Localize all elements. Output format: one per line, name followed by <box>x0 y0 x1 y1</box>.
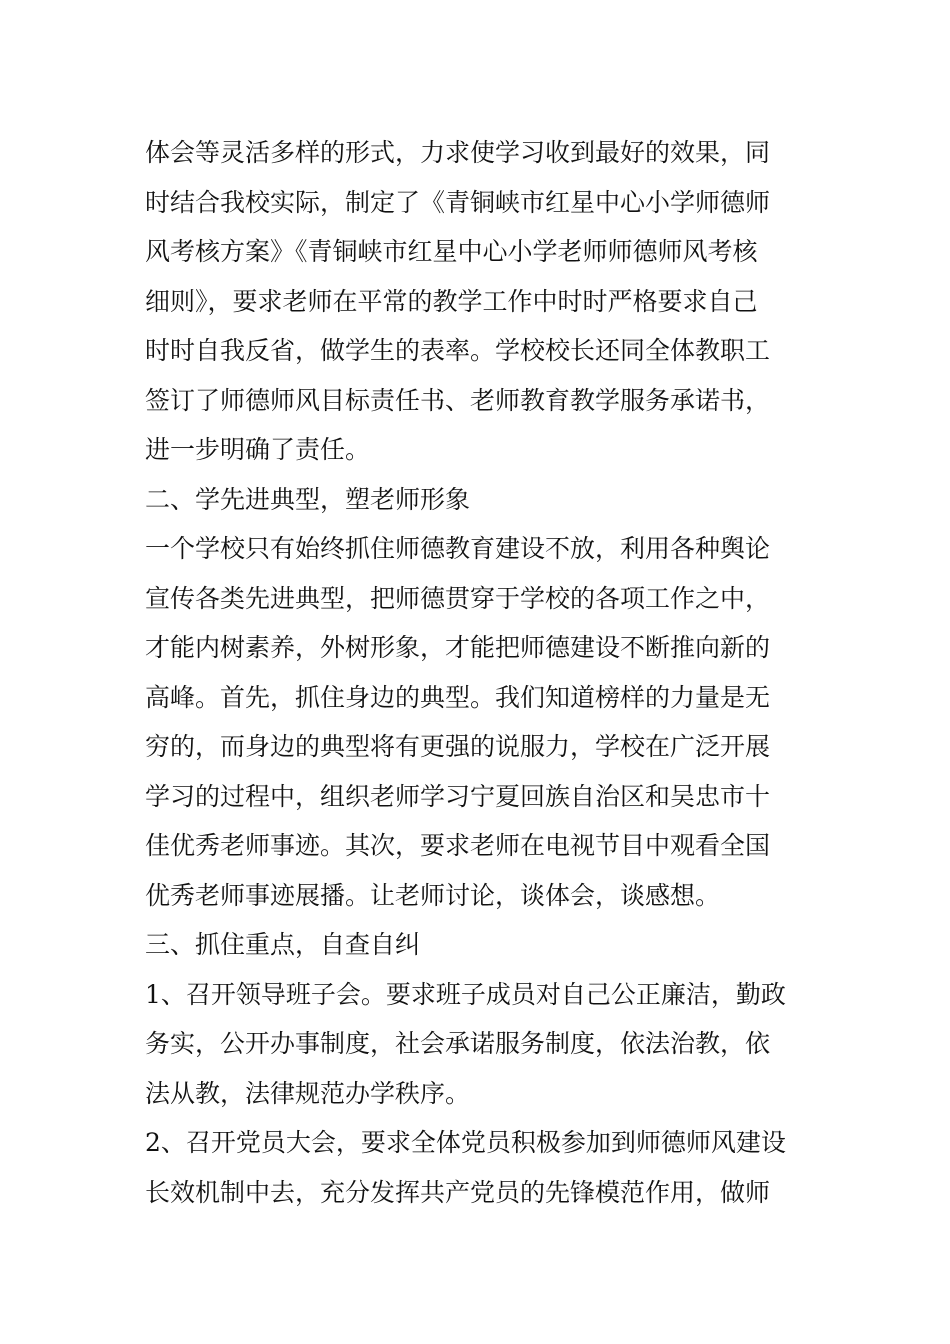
text-line: 风考核方案》《青铜峡市红星中心小学老师师德师风考核 <box>145 237 758 266</box>
text-line: 长效机制中去，充分发挥共产党员的先锋模范作用，做师 <box>145 1177 771 1207</box>
text-line: 穷的，而身边的典型将有更强的说服力，学校在广泛开展 <box>145 732 771 761</box>
text-line: 宣传各类先进典型，把师德贯穿于学校的各项工作之中， <box>145 583 771 613</box>
text-line: 时时自我反省，做学生的表率。学校校长还同全体教职工 <box>145 336 771 365</box>
text-line: 一个学校只有始终抓住师德教育建设不放，利用各种舆论 <box>145 534 771 563</box>
document-body <box>145 128 815 1217</box>
text-line: 进一步明确了责任。 <box>145 435 371 464</box>
text-line: 时结合我校实际，制定了《青铜峡市红星中心小学师德师 <box>145 187 771 217</box>
text-line: 才能内树素养，外树形象，才能把师德建设不断推向新的 <box>145 633 771 662</box>
text-line: 高峰。首先，抓住身边的典型。我们知道榜样的力量是无 <box>145 682 771 712</box>
text-line: 2、召开党员大会，要求全体党员积极参加到师德师风建设 <box>145 1128 786 1157</box>
text-line: 优秀老师事迹展播。让老师讨论，谈体会，谈感想。 <box>145 880 721 910</box>
section-heading: 二、学先进典型，塑老师形象 <box>145 484 471 514</box>
text-line: 1、召开领导班子会。要求班子成员对自己公正廉洁，勤政 <box>145 979 786 1009</box>
text-line: 签订了师德师风目标责任书、老师教育教学服务承诺书， <box>145 385 771 415</box>
text-line: 细则》，要求老师在平常的教学工作中时时严格要求自己 <box>145 286 758 316</box>
text-line: 学习的过程中，组织老师学习宁夏回族自治区和吴忠市十 <box>145 781 771 811</box>
text-line: 佳优秀老师事迹。其次，要求老师在电视节目中观看全国 <box>145 831 771 860</box>
text-line: 务实，公开办事制度，社会承诺服务制度，依法治教，依 <box>145 1029 771 1058</box>
text-line: 法从教，法律规范办学秩序。 <box>145 1078 471 1108</box>
section-heading: 三、抓住重点，自查自纠 <box>145 930 421 959</box>
text-line: 体会等灵活多样的形式，力求使学习收到最好的效果，同 <box>145 138 771 167</box>
